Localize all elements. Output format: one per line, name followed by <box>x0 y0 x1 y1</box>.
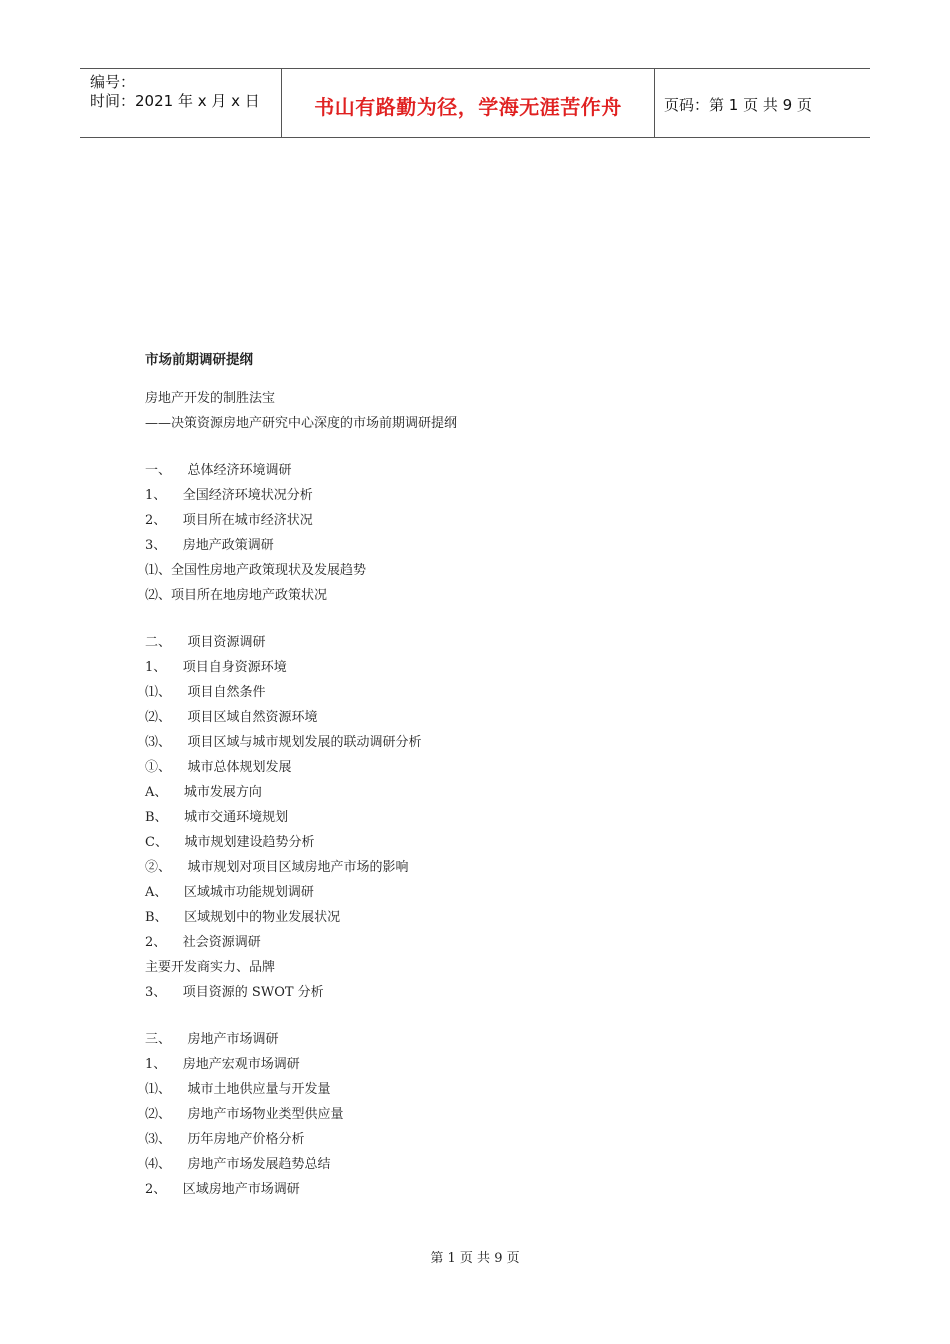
number-label: 编号： <box>90 73 136 91</box>
document-subtitle: ——决策资源房地产研究中心深度的市场前期调研提纲 <box>145 416 458 431</box>
outline-item: 二、 项目资源调研 <box>145 635 266 650</box>
outline-item: ⑷、 房地产市场发展趋势总结 <box>145 1157 331 1172</box>
outline-item: ⑵、 房地产市场物业类型供应量 <box>145 1107 344 1122</box>
outline-item: ⑵、 项目区域自然资源环境 <box>145 710 318 725</box>
header-left-cell <box>80 69 282 137</box>
outline-item: 主要开发商实力、品牌 <box>145 960 276 975</box>
document-title: 市场前期调研提纲 <box>145 352 253 368</box>
outline-item: B、 区域规划中的物业发展状况 <box>145 910 341 925</box>
outline-item: ⑶、 项目区域与城市规划发展的联动调研分析 <box>145 735 422 750</box>
time-label: 时间：2021 年 x 月 x 日 <box>90 92 260 110</box>
header-page-info: 页码：第 1 页 共 9 页 <box>664 96 812 114</box>
page-footer: 第 1 页 共 9 页 <box>430 1251 520 1266</box>
outline-item: ①、 城市总体规划发展 <box>145 760 292 775</box>
outline-item: A、 区域城市功能规划调研 <box>145 885 314 900</box>
outline-item: 一、 总体经济环境调研 <box>145 463 292 478</box>
outline-item: ⑴、全国性房地产政策现状及发展趋势 <box>145 563 367 578</box>
document-body <box>145 348 845 1202</box>
outline-item: 3、 项目资源的 SWOT 分析 <box>145 985 324 1000</box>
header-motto: 书山有路勤为径，学海无涯苦作舟 <box>314 95 622 119</box>
outline-item: C、 城市规划建设趋势分析 <box>145 835 315 850</box>
outline-section-3 <box>145 1027 845 1202</box>
outline-item: 1、 项目自身资源环境 <box>145 660 287 675</box>
outline-section-1 <box>145 458 845 608</box>
page-header <box>80 68 870 138</box>
outline-item: ⑴、 城市土地供应量与开发量 <box>145 1082 331 1097</box>
outline-item: ⑶、 历年房地产价格分析 <box>145 1132 305 1147</box>
outline-item: 1、 全国经济环境状况分析 <box>145 488 313 503</box>
outline-item: 3、 房地产政策调研 <box>145 538 274 553</box>
document-subtitle: 房地产开发的制胜法宝 <box>145 391 276 406</box>
header-middle-cell <box>282 69 655 137</box>
outline-item: ②、 城市规划对项目区域房地产市场的影响 <box>145 860 409 875</box>
outline-item: 三、 房地产市场调研 <box>145 1032 279 1047</box>
outline-item: A、 城市发展方向 <box>145 785 262 800</box>
outline-item: B、 城市交通环境规划 <box>145 810 289 825</box>
outline-item: 2、 社会资源调研 <box>145 935 261 950</box>
outline-item: 2、 项目所在城市经济状况 <box>145 513 313 528</box>
outline-item: ⑵、项目所在地房地产政策状况 <box>145 588 328 603</box>
outline-item: ⑴、 项目自然条件 <box>145 685 266 700</box>
outline-item: 2、 区域房地产市场调研 <box>145 1182 300 1197</box>
outline-item: 1、 房地产宏观市场调研 <box>145 1057 300 1072</box>
header-right-cell <box>655 69 870 137</box>
outline-section-2 <box>145 630 845 1005</box>
